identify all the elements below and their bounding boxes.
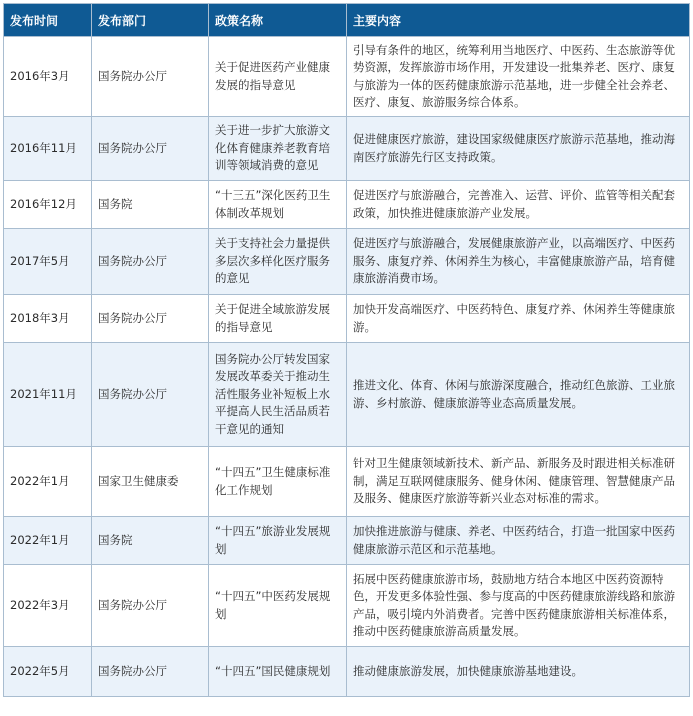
table-header xyxy=(4,4,690,37)
cell-content: 拓展中医药健康旅游市场，鼓励地方结合本地区中医药资源特色，开发更多体验性强、参与度高的中医药健康旅游线路和旅游产品，吸引境内外消费者。完善中医药健康旅游相关标准体系，推动中医药健康旅游高质量发展。 xyxy=(347,565,690,647)
cell-content: 加快推进旅游与健康、养老、中医药结合，打造一批国家中医药健康旅游示范区和示范基地。 xyxy=(347,517,690,565)
table-row xyxy=(4,295,690,343)
table-row xyxy=(4,37,690,117)
header-row xyxy=(4,4,690,37)
cell-policy-name: “十三五”深化医药卫生体制改革规划 xyxy=(209,181,347,229)
table-row xyxy=(4,229,690,295)
cell-department: 国务院办公厅 xyxy=(92,343,209,447)
table-row xyxy=(4,117,690,181)
cell-date: 2018年3月 xyxy=(4,295,92,343)
cell-content: 针对卫生健康领域新技术、新产品、新服务及时跟进相关标准研制，满足互联网健康服务、健身休闲、健康管理、智慧健康产品及服务、健康医疗旅游等新兴业态对标准的需求。 xyxy=(347,447,690,517)
cell-date: 2022年1月 xyxy=(4,517,92,565)
table-row xyxy=(4,647,690,697)
cell-department: 国务院办公厅 xyxy=(92,117,209,181)
cell-department: 国务院办公厅 xyxy=(92,229,209,295)
cell-policy-name: “十四五”中医药发展规划 xyxy=(209,565,347,647)
cell-date: 2022年5月 xyxy=(4,647,92,697)
cell-content: 促进健康医疗旅游，建设国家级健康医疗旅游示范基地，推动海南医疗旅游先行区支持政策。 xyxy=(347,117,690,181)
cell-content: 引导有条件的地区，统筹利用当地医疗、中医药、生态旅游等优势资源，发挥旅游市场作用，开发建设一批集养老、医疗、康复与旅游为一体的医药健康旅游示范基地，进一步健全社会养老、医疗、康复、旅游服务综合体系。 xyxy=(347,37,690,117)
table-row xyxy=(4,447,690,517)
cell-policy-name: 关于促进全域旅游发展的指导意见 xyxy=(209,295,347,343)
policy-table xyxy=(3,3,690,697)
cell-policy-name: “十四五”卫生健康标准化工作规划 xyxy=(209,447,347,517)
cell-policy-name: “十四五”国民健康规划 xyxy=(209,647,347,697)
cell-content: 促进医疗与旅游融合，发展健康旅游产业，以高端医疗、中医药服务、康复疗养、休闲养生为核心，丰富健康旅游产品，培育健康旅游消费市场。 xyxy=(347,229,690,295)
cell-date: 2017年5月 xyxy=(4,229,92,295)
table-row xyxy=(4,181,690,229)
cell-policy-name: 关于支持社会力量提供多层次多样化医疗服务的意见 xyxy=(209,229,347,295)
cell-policy-name: 国务院办公厅转发国家发展改革委关于推动生活性服务业补短板上水平提高人民生活品质若干意见的通知 xyxy=(209,343,347,447)
cell-date: 2016年12月 xyxy=(4,181,92,229)
cell-department: 国家卫生健康委 xyxy=(92,447,209,517)
header-content: 主要内容 xyxy=(347,4,690,37)
cell-department: 国务院办公厅 xyxy=(92,647,209,697)
cell-date: 2021年11月 xyxy=(4,343,92,447)
table-row xyxy=(4,517,690,565)
cell-date: 2022年1月 xyxy=(4,447,92,517)
cell-date: 2016年11月 xyxy=(4,117,92,181)
cell-department: 国务院 xyxy=(92,181,209,229)
cell-department: 国务院 xyxy=(92,517,209,565)
table-body xyxy=(4,37,690,697)
cell-policy-name: “十四五”旅游业发展规划 xyxy=(209,517,347,565)
cell-policy-name: 关于促进医药产业健康发展的指导意见 xyxy=(209,37,347,117)
cell-content: 加快开发高端医疗、中医药特色、康复疗养、休闲养生等健康旅游。 xyxy=(347,295,690,343)
cell-department: 国务院办公厅 xyxy=(92,565,209,647)
header-department: 发布部门 xyxy=(92,4,209,37)
table-row xyxy=(4,343,690,447)
header-date: 发布时间 xyxy=(4,4,92,37)
cell-content: 推进文化、体育、休闲与旅游深度融合，推动红色旅游、工业旅游、乡村旅游、健康旅游等业态高质量发展。 xyxy=(347,343,690,447)
cell-content: 促进医疗与旅游融合，完善准入、运营、评价、监管等相关配套政策，加快推进健康旅游产业发展。 xyxy=(347,181,690,229)
cell-date: 2016年3月 xyxy=(4,37,92,117)
cell-date: 2022年3月 xyxy=(4,565,92,647)
header-policy-name: 政策名称 xyxy=(209,4,347,37)
cell-content: 推动健康旅游发展，加快健康旅游基地建设。 xyxy=(347,647,690,697)
cell-department: 国务院办公厅 xyxy=(92,295,209,343)
cell-department: 国务院办公厅 xyxy=(92,37,209,117)
cell-policy-name: 关于进一步扩大旅游文化体育健康养老教育培训等领域消费的意见 xyxy=(209,117,347,181)
table-row xyxy=(4,565,690,647)
